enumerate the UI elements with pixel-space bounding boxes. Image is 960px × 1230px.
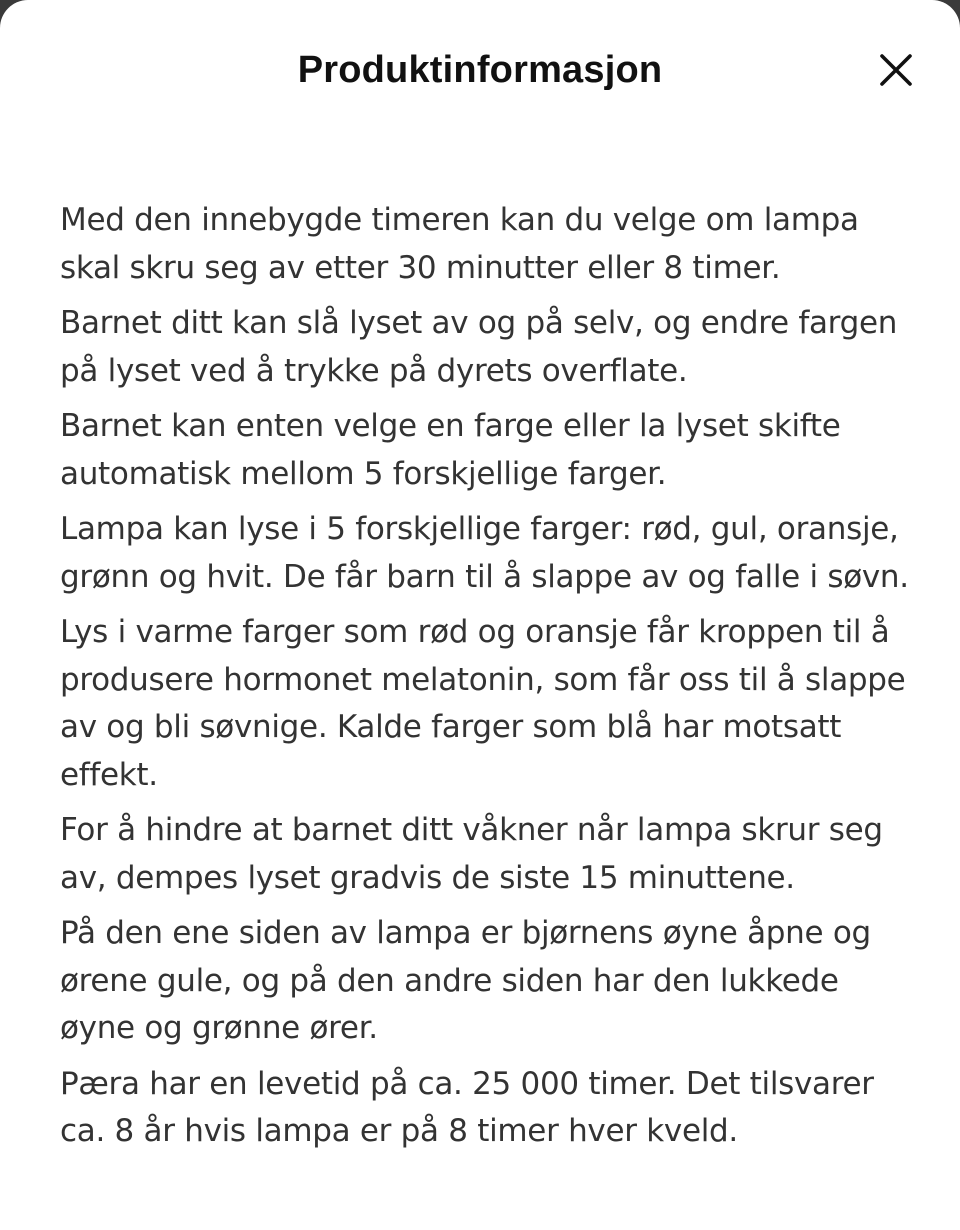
sheet-header (0, 0, 960, 140)
description-paragraph: Lampa kan lyse i 5 forskjellige farger: rød, gul, oransje, grønn og hvit. De får barn til å slappe av og falle i søvn. (60, 511, 909, 595)
description-paragraph: Lys i varme farger som rød og oransje får kroppen til å produsere hormonet melatonin, som får oss til å slappe av og bli søvnige. Kalde farger som blå har motsatt effekt. (60, 614, 906, 793)
product-description (60, 197, 920, 1164)
page-title: Produktinformasjon (297, 49, 663, 91)
close-button[interactable] (866, 40, 926, 100)
description-paragraph: Med den innebygde timeren kan du velge om lampa skal skru seg av etter 30 minutter eller 8 timer. (60, 202, 859, 286)
description-paragraph: På den ene siden av lampa er bjørnens øyne åpne og ørene gule, og på den andre siden har den lukkede øyne og grønne ører. (60, 915, 871, 1046)
description-paragraph: Pæra har en levetid på ca. 25 000 timer. Det tilsvarer ca. 8 år hvis lampa er på 8 timer hver kveld. (60, 1065, 874, 1149)
description-paragraph: For å hindre at barnet ditt våkner når lampa skrur seg av, dempes lyset gradvis de siste 15 minuttene. (60, 812, 883, 896)
close-icon (879, 53, 913, 87)
description-paragraph: Barnet kan enten velge en farge eller la lyset skifte automatisk mellom 5 forskjellige farger. (60, 408, 841, 492)
description-paragraph: Barnet ditt kan slå lyset av og på selv, og endre fargen på lyset ved å trykke på dyrets overflate. (60, 305, 898, 389)
